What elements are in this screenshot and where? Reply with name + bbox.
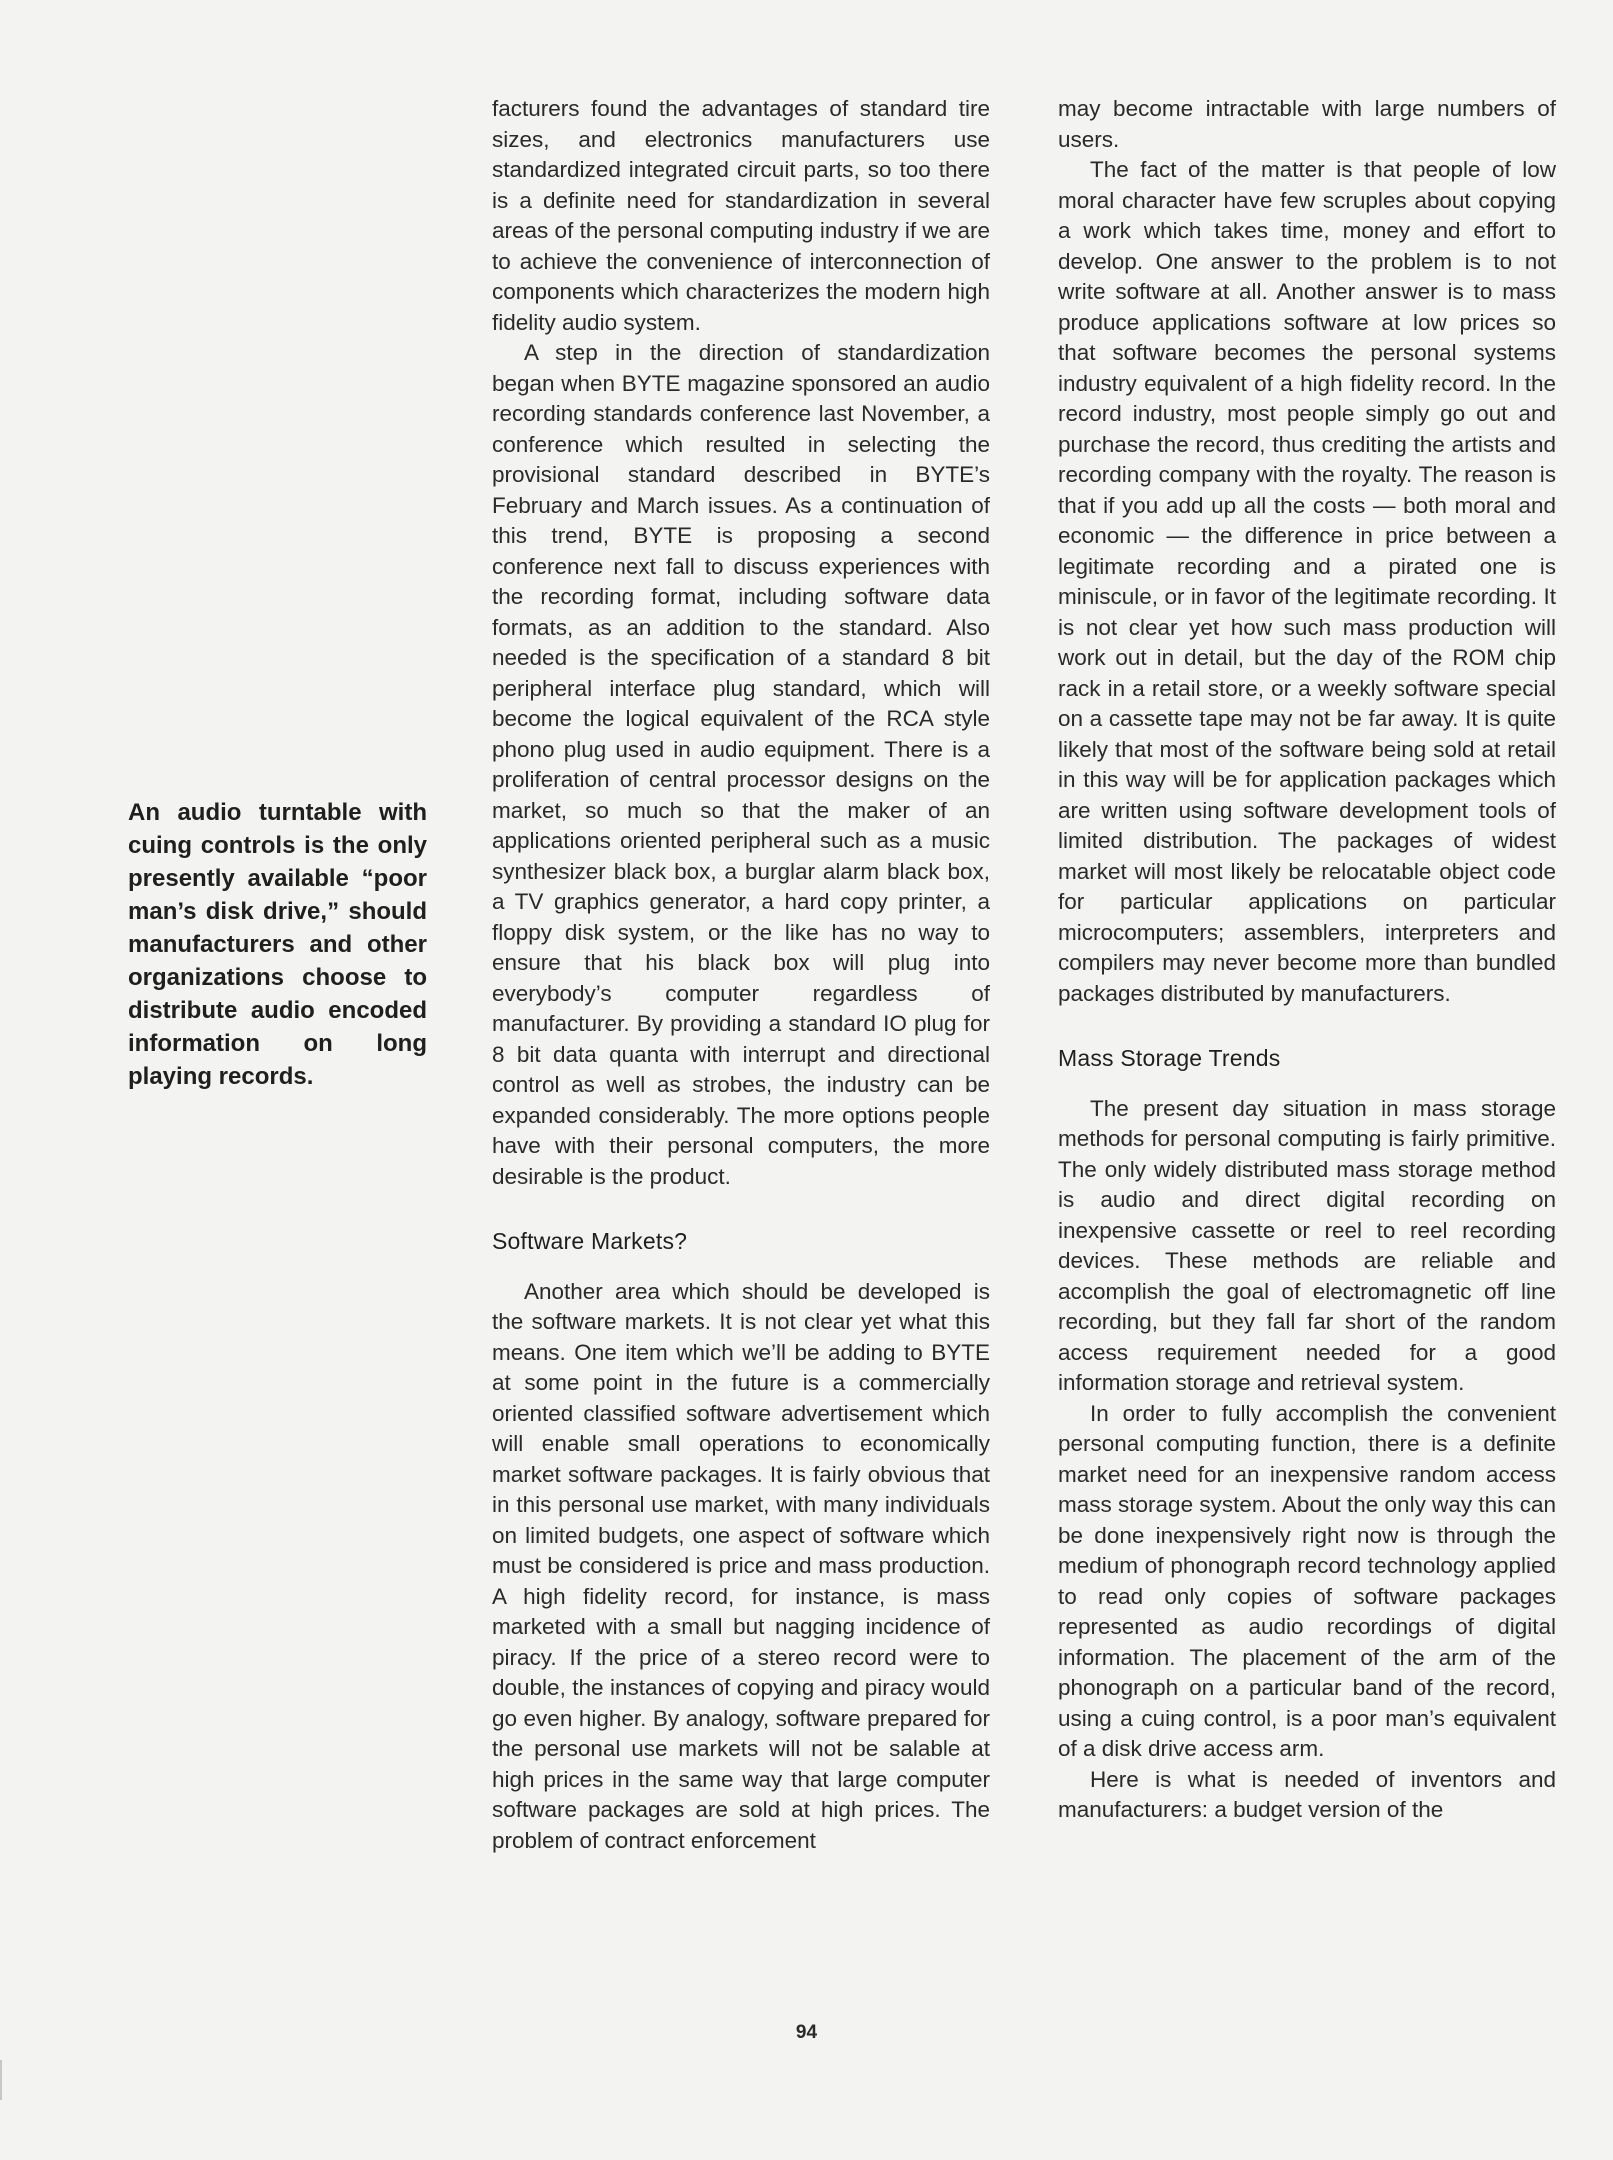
paragraph: Another area which should be developed is the software markets. It is not clear yet what this means. One item which we’ll be adding to BYTE at some point in the future is a commercially oriented classified software advertisement which will enable small operations to economically market software packages. It is fairly obvious that in this personal use market, with many individuals on limited budgets, one aspect of software which must be considered is price and mass production. A high fidelity record, for instance, is mass marketed with a small but nagging incidence of piracy. If the price of a stereo record were to double, the instances of copying and piracy would go even higher. By analogy, software prepared for the personal use markets will not be salable at high prices in the same way that large computer software packages are sold at high prices. The problem of contract enforcement: [492, 1278, 990, 1853]
paragraph: may become intractable with large numbers of users.: [1058, 96, 1556, 152]
paragraph: facturers found the advantages of standard tire sizes, and electronics manufacturers use standardized integrated circuit parts, so too there is a definite need for standardization in several areas of the personal computing industry if we are to achieve the convenience of interconnection of components which characterizes the modern high fidelity audio system.: [492, 96, 990, 335]
page-number: 94: [795, 2022, 818, 2043]
paragraph: The fact of the matter is that people of low moral character have few scruples about copying a work which takes time, money and effort to develop. One answer to the problem is to not write software at all. Another answer is to mass produce applications software at low prices so that software becomes the personal systems industry equivalent of a high fidelity record. In the record industry, most people simply go out and purchase the record, thus crediting the artists and recording company with the royalty. The reason is that if you add up all the costs — both moral and economic — the difference in price between a legitimate recording and a pirated one is miniscule, or in favor of the legitimate recording. It is not clear yet how such mass production will work out in detail, but the day of the ROM chip rack in a retail store, or a weekly software special on a cassette tape may not be far away. It is quite likely that most of the software being sold at retail in this way will be for application packages which are written using software development tools of limited distribution. The packages of widest market will most likely be relocatable object code for particular applications on particular microcomputers; assemblers, interpreters and compilers may never become more than bundled packages distributed by manufacturers.: [1058, 157, 1556, 1006]
photo-caption: An audio turntable with cuing controls is the only presently available “poor man’s disk drive,” should manufacturers and other organizations choose to distribute audio encoded information on long playing records.: [128, 799, 427, 1090]
section-heading-mass-storage-trends: Mass Storage Trends: [1058, 1045, 1281, 1071]
right-column: [1058, 94, 1556, 1826]
paragraph: In order to fully accomplish the convenient personal computing function, there is a definite market need for an inexpensive random access mass storage system. About the only way this can be done inexpensively right now is through the medium of phonograph record technology applied to read only copies of software packages represented as audio recordings of digital information. The placement of the arm of the phonograph on a particular band of the record, using a cuing control, is a poor man’s equivalent of a disk drive access arm.: [1058, 1400, 1556, 1761]
paragraph: Here is what is needed of inventors and manufacturers: a budget version of the: [1058, 1766, 1556, 1822]
paragraph: A step in the direction of standardization began when BYTE magazine sponsored an audio recording standards conference last November, a conference which resulted in selecting the provisional standard described in BYTE’s February and March issues. As a continuation of this trend, BYTE is proposing a second conference next fall to discuss experiences with the recording format, including software data formats, as an addition to the standard. Also needed is the specification of a standard 8 bit peripheral interface plug standard, which will become the logical equivalent of the RCA style phono plug used in audio equipment. There is a proliferation of central processor designs on the market, so much so that the maker of an applications oriented peripheral such as a music synthesizer black box, a burglar alarm black box, a TV graphics generator, a hard copy printer, a floppy disk system, or the like has no way to ensure that his black box will plug into everybody’s computer regardless of manufacturer. By providing a standard IO plug for 8 bit data quanta with interrupt and directional control as well as strobes, the industry can be expanded considerably. The more options people have with their personal computers, the more desirable is the product.: [492, 340, 990, 1189]
section-heading-software-markets: Software Markets?: [492, 1228, 688, 1254]
paragraph: The present day situation in mass storage methods for personal computing is fairly primitive. The only widely distributed mass storage method is audio and direct digital recording on inexpensive cassette or reel to reel recording devices. These methods are reliable and accomplish the goal of electromagnetic off line recording, but they fall far short of the random access requirement needed for a good information storage and retrieval system.: [1058, 1095, 1556, 1395]
page-edge-mark: [0, 2060, 6, 2100]
middle-column: [492, 94, 990, 1856]
